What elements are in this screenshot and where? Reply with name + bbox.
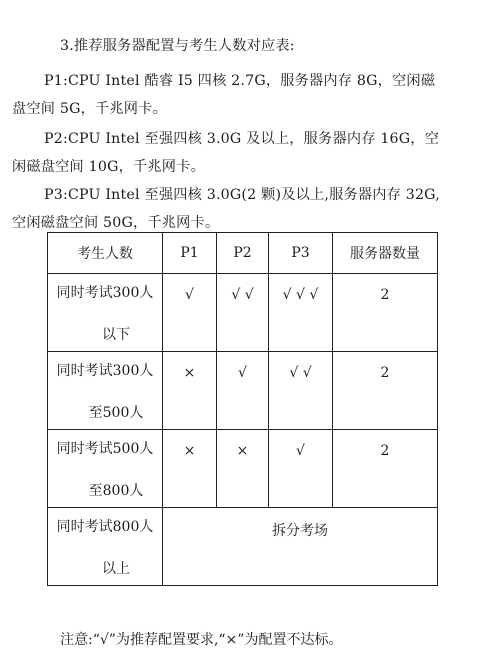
p1-cell <box>163 274 217 352</box>
p2-cell <box>217 274 269 352</box>
p2-spec-line-2: 闲磁盘空间 10G，千兆网卡。 <box>12 159 205 175</box>
count-line: 以下 <box>102 327 130 343</box>
p2-cell <box>217 352 269 430</box>
count-line: 以上 <box>102 561 130 577</box>
table-row <box>48 508 438 586</box>
p3-cell <box>269 274 333 352</box>
p3-cell <box>269 430 333 508</box>
server-count: 2 <box>380 365 390 381</box>
check-mark: √ √ <box>289 365 312 381</box>
count-line: 同时考试300人 <box>56 285 154 301</box>
split-exam-cell <box>163 508 438 586</box>
check-mark: √ <box>185 287 194 303</box>
p2-cell <box>217 430 269 508</box>
check-mark: √ <box>296 443 305 459</box>
examinee-count-cell <box>48 352 163 430</box>
header-cell: 服务器数量 <box>333 233 438 274</box>
count-line: 至800人 <box>88 483 144 499</box>
p2-spec-line-1: P2:CPU Intel 至强四核 3.0G 及以上，服务器内存 16G，空 <box>44 131 440 147</box>
table-row <box>48 352 438 430</box>
cross-mark: × <box>183 365 196 381</box>
server-count-cell <box>333 430 438 508</box>
p3-spec-line-2: 空闲磁盘空间 50G，千兆网卡。 <box>12 215 220 231</box>
header-cell: P1 <box>163 233 217 274</box>
split-exam-text: 拆分考场 <box>272 523 328 539</box>
p1-cell <box>163 430 217 508</box>
examinee-count-cell <box>48 274 163 352</box>
server-count-cell <box>333 352 438 430</box>
count-line: 至500人 <box>88 405 144 421</box>
check-mark: √ <box>238 365 247 381</box>
table-row <box>48 274 438 352</box>
p1-cell <box>163 352 217 430</box>
cross-mark: × <box>183 443 196 459</box>
p3-cell <box>269 352 333 430</box>
table-row <box>48 430 438 508</box>
server-count: 2 <box>380 287 390 303</box>
count-line: 同时考试500人 <box>56 441 154 457</box>
legend-note: 注意:“√”为推荐配置要求,“×”为配置不达标。 <box>60 632 343 648</box>
table-header-row <box>48 233 438 274</box>
p1-spec-line-1: P1:CPU Intel 酷睿 I5 四核 2.7G，服务器内存 8G，空闲磁 <box>44 73 436 89</box>
examinee-count-cell <box>48 430 163 508</box>
check-mark: √ √ √ <box>282 287 319 303</box>
server-count-cell <box>333 274 438 352</box>
examinee-count-cell <box>48 508 163 586</box>
p3-spec-line-1: P3:CPU Intel 至强四核 3.0G(2 颗)及以上,服务器内存 32G, <box>44 187 440 203</box>
section-heading: 3.推荐服务器配置与考生人数对应表: <box>60 38 295 54</box>
header-cell: P3 <box>269 233 333 274</box>
p1-spec-line-2: 盘空间 5G，千兆网卡。 <box>12 101 167 117</box>
config-table <box>47 232 438 586</box>
cross-mark: × <box>236 443 249 459</box>
check-mark: √ √ <box>231 287 254 303</box>
server-count: 2 <box>380 443 390 459</box>
count-line: 同时考试800人 <box>56 519 154 535</box>
count-line: 同时考试300人 <box>56 363 154 379</box>
header-cell: P2 <box>217 233 269 274</box>
header-cell: 考生人数 <box>48 233 163 274</box>
